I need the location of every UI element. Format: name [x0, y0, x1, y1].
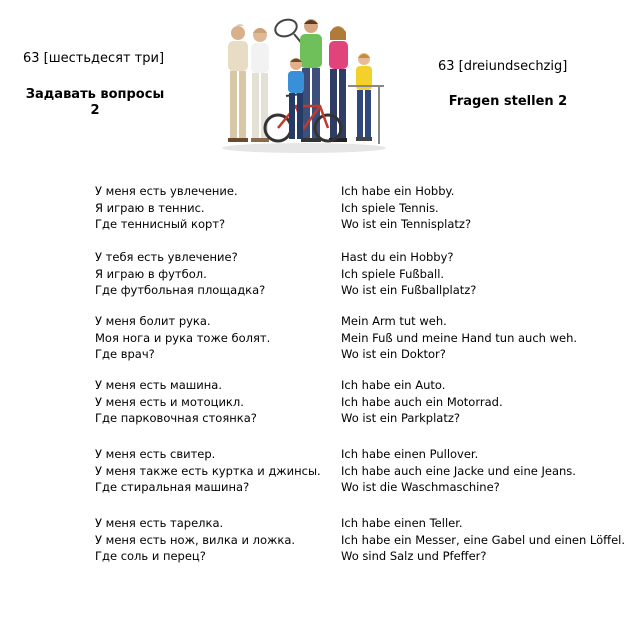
mother-figure: [329, 26, 348, 142]
phrase-de: Ich habe einen Teller.: [341, 516, 463, 530]
phrase-ru: Я играю в футбол.: [95, 266, 207, 281]
phrase-de: Ich spiele Tennis.: [341, 200, 439, 215]
phrase-de: Ich habe einen Pullover.: [341, 447, 479, 461]
phrase-ru: У меня также есть куртка и джинсы.: [95, 463, 321, 478]
phrase-ru: У меня есть увлечение.: [95, 184, 238, 198]
tennis-racket-icon: [273, 17, 304, 46]
phrase-de: Wo ist ein Doktor?: [341, 347, 446, 361]
phrase-ru: У меня есть и мотоцикл.: [95, 394, 244, 409]
phrase-de: Ich spiele Fußball.: [341, 266, 445, 281]
phrase-de: Mein Fuß und meine Hand tun auch weh.: [341, 330, 578, 345]
phrase-ru: Где теннисный корт?: [95, 217, 226, 231]
phrase-ru: Где соль и перец?: [95, 549, 206, 563]
phrase-ru: У меня есть тарелка.: [95, 516, 224, 530]
phrase-de: Wo ist ein Parkplatz?: [341, 411, 460, 425]
family-illustration: [216, 16, 392, 154]
phrase-ru: У меня болит рука.: [95, 314, 211, 328]
phrase-ru: У меня есть нож, вилка и ложка.: [95, 532, 296, 547]
phrase-de: Hast du ein Hobby?: [341, 250, 454, 264]
girl-figure: [356, 53, 372, 141]
phrase-de: Ich habe ein Messer, eine Gabel und einen Löffel.: [341, 532, 626, 547]
phrase-ru: У тебя есть увлечение?: [95, 250, 238, 264]
grandfather-figure: [228, 24, 248, 142]
phrase-de: Ich habe ein Auto.: [341, 378, 446, 392]
lesson-title-ru-line2: 2: [90, 103, 100, 118]
phrase-de: Wo ist ein Tennisplatz?: [341, 217, 472, 231]
phrase-ru: Моя нога и рука тоже болят.: [95, 330, 271, 345]
phrase-ru: У меня есть свитер.: [95, 447, 216, 461]
phrase-de: Ich habe ein Hobby.: [341, 184, 455, 198]
phrase-de: Ich habe auch ein Motorrad.: [341, 394, 503, 409]
phrase-ru: Где футбольная площадка?: [95, 283, 266, 297]
boy-figure: [288, 58, 304, 139]
phrase-de: Mein Arm tut weh.: [341, 314, 447, 328]
lesson-title-ru: [20, 87, 170, 119]
phrase-de: Wo sind Salz und Pfeffer?: [341, 549, 487, 563]
phrase-de: Wo ist die Waschmaschine?: [341, 480, 500, 494]
phrase-ru: Я играю в теннис.: [95, 200, 205, 215]
lesson-title-ru-line1: Задавать вопросы: [25, 87, 165, 102]
phrase-ru: Где врач?: [95, 347, 155, 361]
phrase-ru: Где стиральная машина?: [95, 480, 250, 494]
phrase-ru: Где парковочная стоянка?: [95, 411, 257, 425]
phrase-de: Wo ist ein Fußballplatz?: [341, 283, 477, 297]
phrase-de: Ich habe auch eine Jacke und eine Jeans.: [341, 463, 576, 478]
phrase-ru: У меня есть машина.: [95, 378, 222, 392]
lesson-number-ru: 63 [шестьдесят три]: [23, 51, 165, 66]
lesson-number-de: 63 [dreiundsechzig]: [438, 59, 568, 74]
lesson-title-de: Fragen stellen 2: [448, 94, 568, 109]
